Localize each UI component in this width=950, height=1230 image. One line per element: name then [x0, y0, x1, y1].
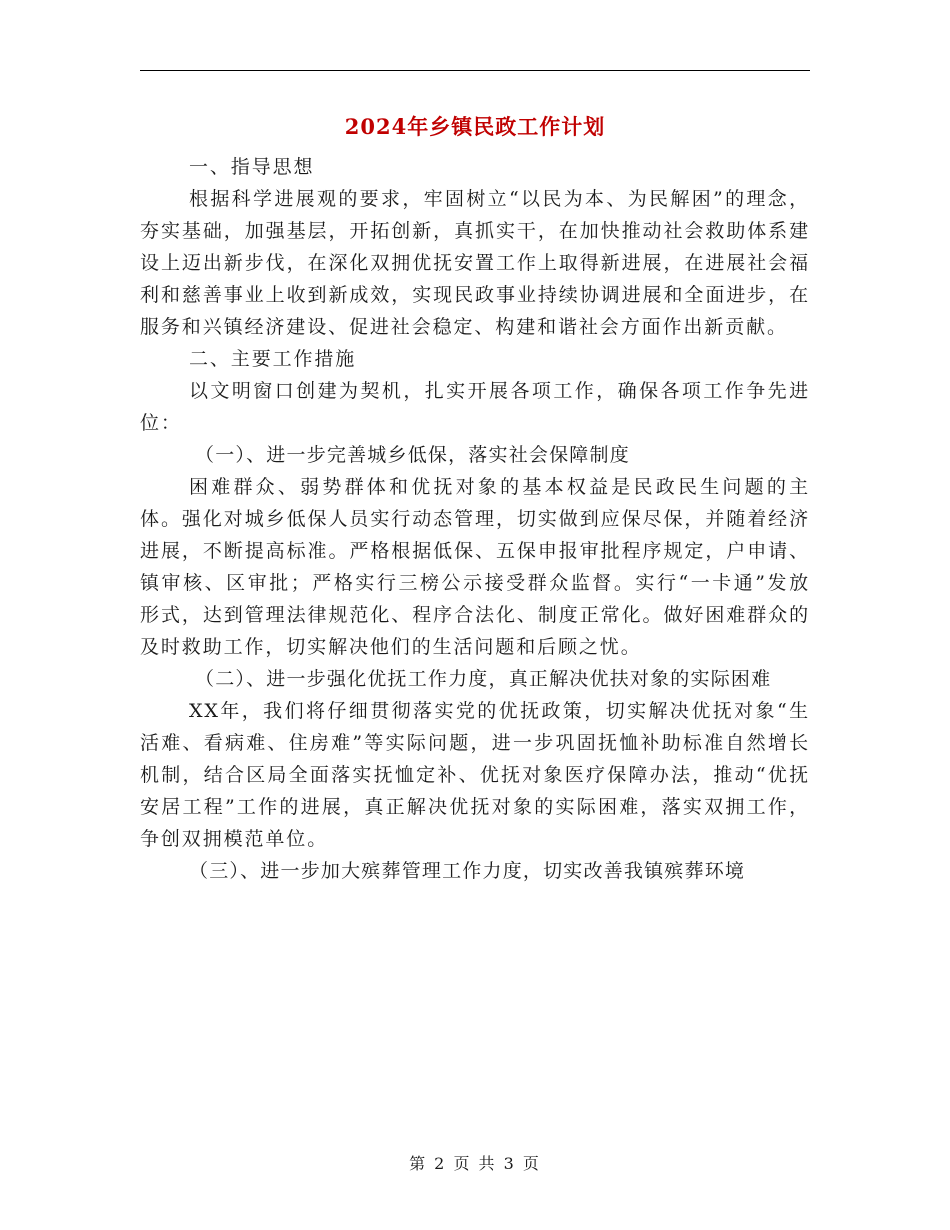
- document-body: [140, 151, 810, 887]
- section-heading-main-measures: 二、主要工作措施: [189, 348, 357, 370]
- section-heading-guiding-thought: 一、指导思想: [189, 156, 315, 178]
- header-rule: [140, 70, 810, 71]
- body-paragraph: 以文明窗口创建为契机，扎实开展各项工作，确保各项工作争先进位：: [140, 380, 810, 434]
- subsection-heading-3: （三）、进一步加大殡葬管理工作力度，切实改善我镇殡葬环境: [189, 860, 746, 882]
- body-paragraph: 根据科学进展观的要求，牢固树立“以民为本、为民解困”的理念，夯实基础，加强基层，开拓创新，真抓实干，在加快推动社会救助体系建设上迈出新步伐，在深化双拥优抚安置工作上取得新进展，在进展社会福利和慈善事业上收到新成效，实现民政事业持续协调进展和全面进步，在服务和兴镇经济建设、促进社会稳定、构建和谐社会方面作出新贡献。: [140, 188, 810, 338]
- subsection-heading-2: （二）、进一步强化优抚工作力度，真正解决优扶对象的实际困难: [195, 668, 772, 690]
- page-number: 第 2 页 共 3 页: [409, 1154, 541, 1173]
- subsection-heading-1: （一）、进一步完善城乡低保，落实社会保障制度: [195, 444, 630, 466]
- document-title: 2024年乡镇民政工作计划: [344, 114, 606, 139]
- body-paragraph: XX年，我们将仔细贯彻落实党的优抚政策，切实解决优抚对象“生活难、看病难、住房难”等实际问题，进一步巩固抚恤补助标准自然增长机制，结合区局全面落实抚恤定补、优抚对象医疗保障办法，推动“优抚安居工程”工作的进展，真正解决优抚对象的实际困难，落实双拥工作，争创双拥模范单位。: [140, 700, 810, 850]
- body-paragraph: 困难群众、弱势群体和优抚对象的基本权益是民政民生问题的主体。强化对城乡低保人员实行动态管理，切实做到应保尽保，并随着经济进展，不断提高标准。严格根据低保、五保申报审批程序规定，户申请、镇审核、区审批；严格实行三榜公示接受群众监督。实行“一卡通”发放形式，达到管理法律规范化、程序合法化、制度正常化。做好困难群众的及时救助工作，切实解决他们的生活问题和后顾之忧。: [140, 476, 810, 658]
